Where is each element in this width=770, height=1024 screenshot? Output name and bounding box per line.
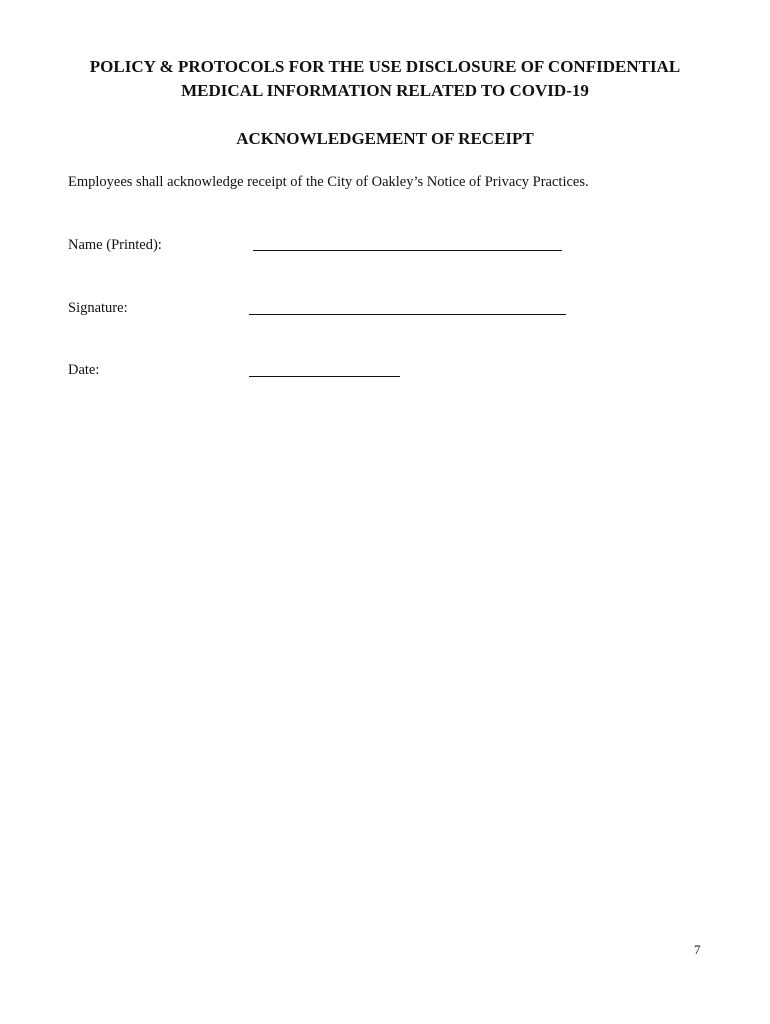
date-field[interactable] (249, 376, 400, 377)
name-printed-label: Name (Printed): (68, 237, 162, 253)
signature-field[interactable] (249, 314, 566, 315)
document-title-line-2: MEDICAL INFORMATION RELATED TO COVID-19 (181, 81, 589, 100)
date-label: Date: (68, 362, 100, 378)
name-printed-field[interactable] (253, 250, 562, 251)
page-number: 7 (694, 942, 701, 957)
document-subtitle: ACKNOWLEDGEMENT OF RECEIPT (236, 129, 534, 148)
acknowledgement-statement: Employees shall acknowledge receipt of the City of Oakley’s Notice of Privacy Practices. (68, 174, 589, 190)
document-title-line-1: POLICY & PROTOCOLS FOR THE USE DISCLOSURE OF CONFIDENTIAL (89, 57, 681, 76)
signature-label: Signature: (68, 300, 128, 316)
